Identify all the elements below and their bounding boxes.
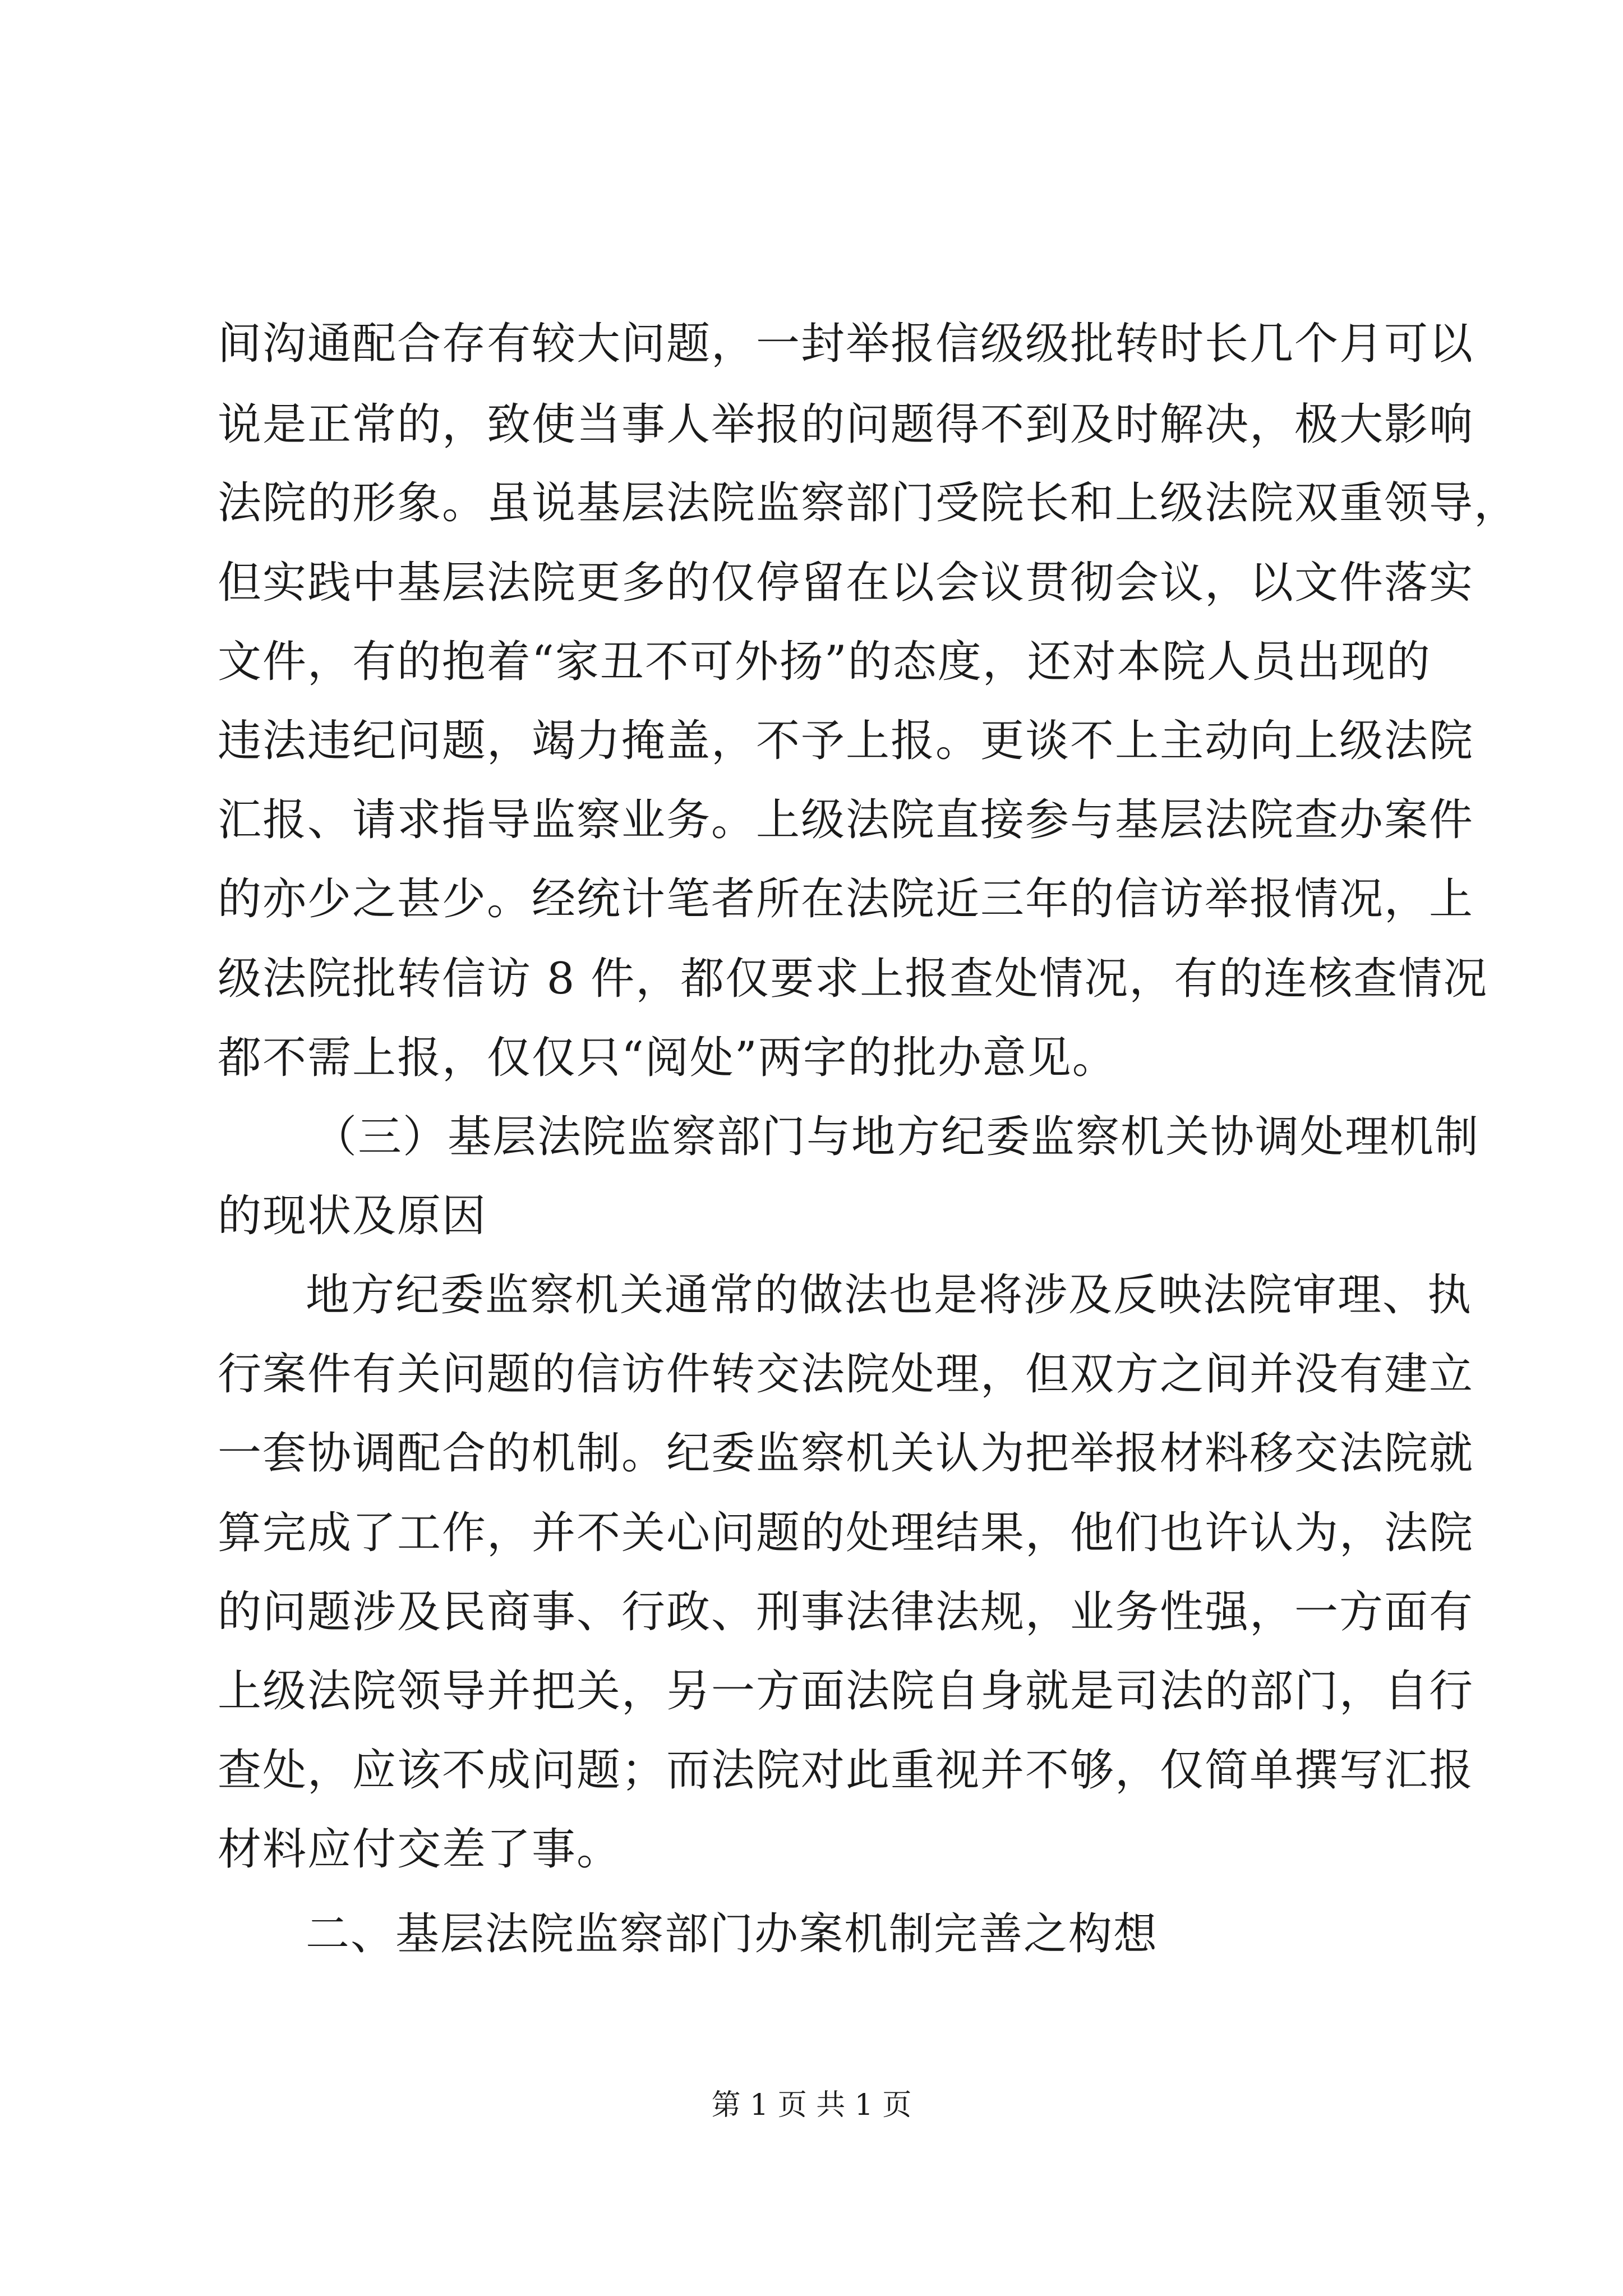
body-line-18: 上级法院领导并把关，另一方面法院自身就是司法的部门，自行 bbox=[218, 1666, 1474, 1717]
body-line-16: 算完成了工作，并不关心问题的处理结果，他们也许认为，法院 bbox=[218, 1508, 1474, 1558]
body-line-15: 一套协调配合的机制。纪委监察机关认为把举报材料移交法院就 bbox=[218, 1428, 1474, 1479]
page-footer: 第 1 页 共 1 页 bbox=[711, 2088, 912, 2122]
chapter-heading: 二、基层法院监察部门办案机制完善之构想 bbox=[306, 1909, 1159, 1959]
body-line-13: 地方纪委监察机关通常的做法也是将涉及反映法院审理、执 bbox=[306, 1270, 1473, 1320]
body-line-6: 违法违纪问题，竭力掩盖，不予上报。更谈不上主动向上级法院 bbox=[218, 716, 1474, 766]
body-line-2: 说是正常的，致使当事人举报的问题得不到及时解决，极大影响 bbox=[218, 399, 1474, 450]
body-line-1: 间沟通配合存有较大问题，一封举报信级级批转时长几个月可以 bbox=[218, 319, 1474, 369]
body-line-14: 行案件有关问题的信访件转交法院处理，但双方之间并没有建立 bbox=[218, 1349, 1474, 1400]
section-heading-line-2: 的现状及原因 bbox=[218, 1191, 487, 1241]
body-line-8: 的亦少之甚少。经统计笔者所在法院近三年的信访举报情况，上 bbox=[218, 874, 1474, 924]
body-line-20: 材料应付交差了事。 bbox=[218, 1824, 622, 1875]
body-line-7: 汇报、请求指导监察业务。上级法院直接参与基层法院查办案件 bbox=[218, 795, 1474, 845]
body-line-9: 级法院批转信访 8 件，都仅要求上报查处情况，有的连核查情况 bbox=[218, 954, 1488, 1004]
section-heading-line-1: （三）基层法院监察部门与地方纪委监察机关协调处理机制 bbox=[313, 1112, 1480, 1162]
body-line-5: 文件，有的抱着“家丑不可外扬”的态度，还对本院人员出现的 bbox=[218, 637, 1431, 687]
body-line-10: 都不需上报，仅仅只“阅处”两字的批办意见。 bbox=[218, 1033, 1117, 1083]
body-line-19: 查处，应该不成问题；而法院对此重视并不够，仅简单撰写汇报 bbox=[218, 1745, 1474, 1796]
body-line-4: 但实践中基层法院更多的仅停留在以会议贯彻会议，以文件落实 bbox=[218, 558, 1474, 608]
body-line-3: 法院的形象。虽说基层法院监察部门受院长和上级法院双重领导， bbox=[218, 478, 1519, 528]
body-line-17: 的问题涉及民商事、行政、刑事法律法规，业务性强，一方面有 bbox=[218, 1587, 1474, 1637]
